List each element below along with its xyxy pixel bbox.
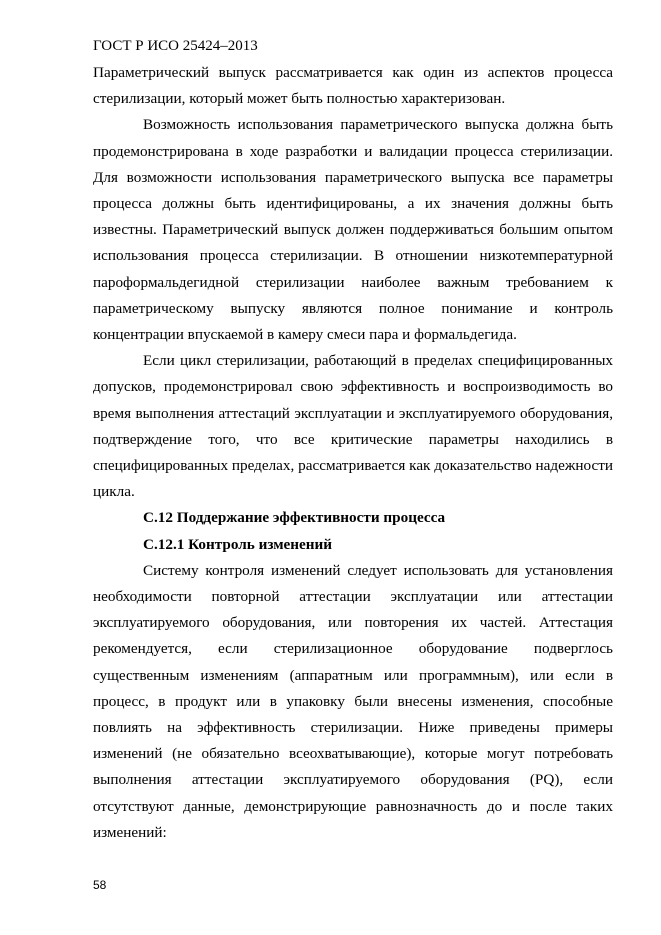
paragraph-parametric-release-possibility: Возможность использования параметрического выпуска должна быть продемонстрирована в ходе разработки и валидации процесса стерилизации. Для возможности использования параметрического выпуска все параметры процесса должны быть идентифицированы, а их значения должны быть известны. Параметрический выпуск должен поддерживаться большим опытом использования процесса стерилизации. В отношении низкотемпературной пароформальдегидной стерилизации наиболее важным требованием к параметрическому выпуску являются полное понимание и контроль концентрации впускаемой в камеру смеси пара и формальдегида. — [93, 116, 613, 344]
section-heading-c121: С.12.1 Контроль изменений — [143, 535, 333, 553]
paragraph-parametric-release-intro: Параметрический выпуск рассматривается как один из аспектов процесса стерилизации, который может быть полностью характеризован. — [93, 64, 613, 108]
section-heading-c12: С.12 Поддержание эффективности процесса — [143, 509, 446, 527]
page-number: 58 — [93, 878, 107, 892]
document-body — [93, 60, 613, 846]
standard-header: ГОСТ Р ИСО 25424–2013 — [93, 38, 258, 54]
paragraph-change-control: Систему контроля изменений следует использовать для установления необходимости повторной аттестации эксплуатации или аттестации эксплуатируемого оборудования, или повторения их частей. Аттестация рекомендуется, если стерилизационное оборудование подверглось существенным изменениям (аппаратным или программным), или если в процесс, в продукт или в упаковку были внесены изменения, способные повлиять на эффективность стерилизации. Ниже приведены примеры изменений (не обязательно всеохватывающие), которые могут потребовать выполнения аттестации эксплуатируемого оборудования (PQ), если отсутствуют данные, демонстрирующие равнозначность до и после таких изменений: — [93, 561, 613, 841]
paragraph-cycle-effectiveness: Если цикл стерилизации, работающий в пределах специфицированных допусков, продемонстрировал свою эффективность и воспроизводимость во время выполнения аттестаций эксплуатации и эксплуатируемого оборудования, подтверждение того, что все критические параметры находились в специфицированных пределах, рассматривается как доказательство надежности цикла. — [93, 352, 613, 501]
